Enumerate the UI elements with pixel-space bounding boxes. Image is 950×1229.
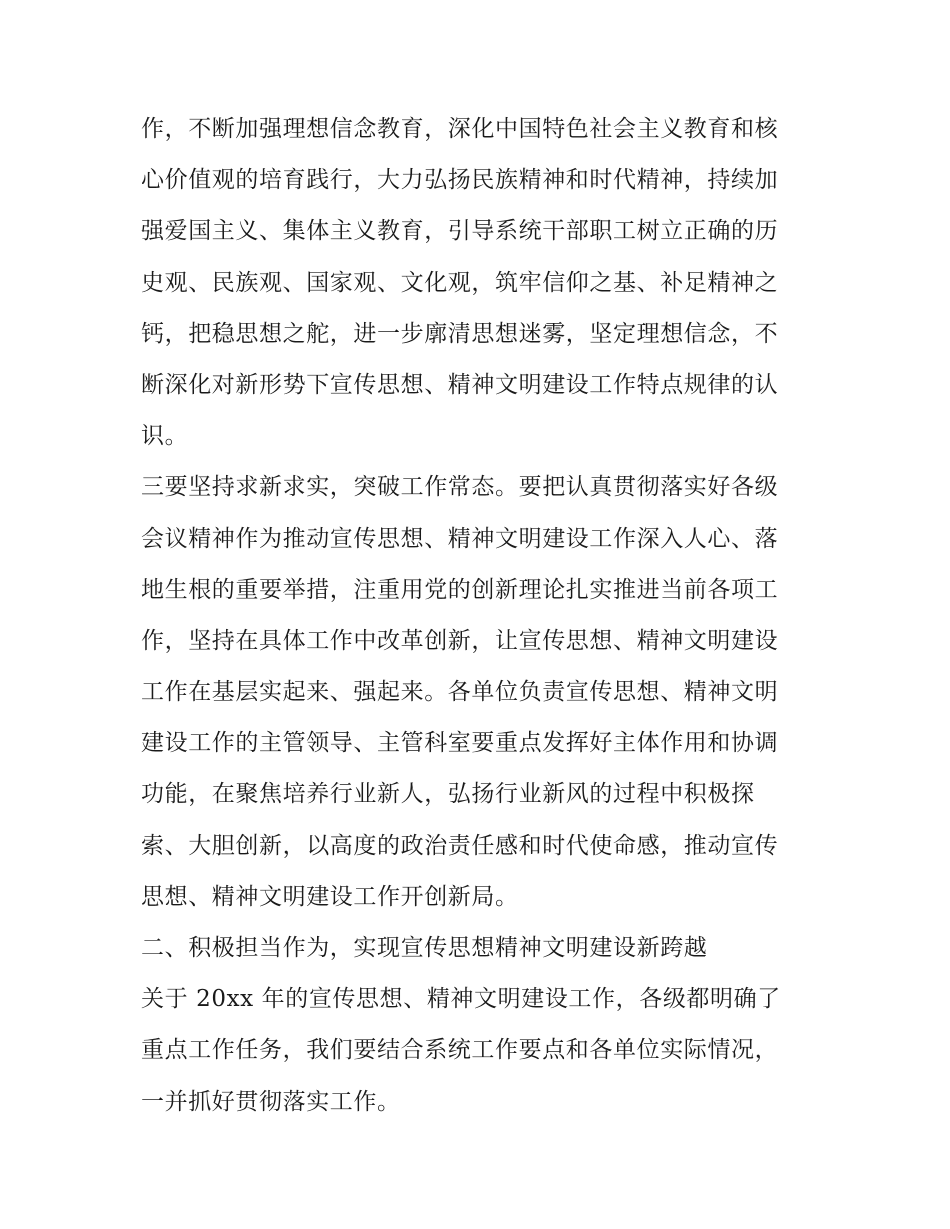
text-line: 索、大胆创新，以高度的政治责任感和时代使命感，推动宣传 (141, 832, 779, 859)
text-line: 会议精神作为推动宣传思想、精神文明建设工作深入人心、落 (141, 525, 779, 552)
text-line: 史观、民族观、国家观、文化观，筑牢信仰之基、补足精神之 (141, 269, 779, 296)
text-line: 三要坚持求新求实，突破工作常态。要把认真贯彻落实好各级 (141, 474, 779, 501)
text-line: 地生根的重要举措，注重用党的创新理论扎实推进当前各项工 (141, 576, 779, 603)
section-heading: 二、积极担当作为，实现宣传思想精神文明建设新跨越 (141, 935, 708, 961)
text-line: 关于 20xx 年的宣传思想、精神文明建设工作，各级都明确了 (141, 986, 781, 1013)
text-line: 强爱国主义、集体主义教育，引导系统干部职工树立正确的历 (141, 218, 779, 245)
text-line: 钙，把稳思想之舵，进一步廓清思想迷雾，坚定理想信念，不 (141, 320, 779, 347)
document-body (141, 104, 813, 1128)
text-line: 断深化对新形势下宣传思想、精神文明建设工作特点规律的认 (141, 371, 779, 398)
text-line: 工作在基层实起来、强起来。各单位负责宣传思想、精神文明 (141, 679, 779, 706)
text-line: 功能，在聚焦培养行业新人，弘扬行业新风的过程中积极探 (141, 781, 755, 808)
text-line: 一并抓好贯彻落实工作。 (141, 1088, 401, 1115)
text-line: 作，不断加强理想信念教育，深化中国特色社会主义教育和核 (141, 116, 779, 142)
text-line: 建设工作的主管领导、主管科室要重点发挥好主体作用和协调 (141, 730, 779, 757)
text-line: 思想、精神文明建设工作开创新局。 (141, 883, 519, 910)
text-line: 识。 (141, 423, 189, 450)
text-line: 作，坚持在具体工作中改革创新，让宣传思想、精神文明建设 (141, 627, 779, 654)
text-line: 心价值观的培育践行，大力弘扬民族精神和时代精神，持续加 (141, 167, 779, 194)
text-line: 重点工作任务，我们要结合系统工作要点和各单位实际情况， (141, 1037, 779, 1064)
